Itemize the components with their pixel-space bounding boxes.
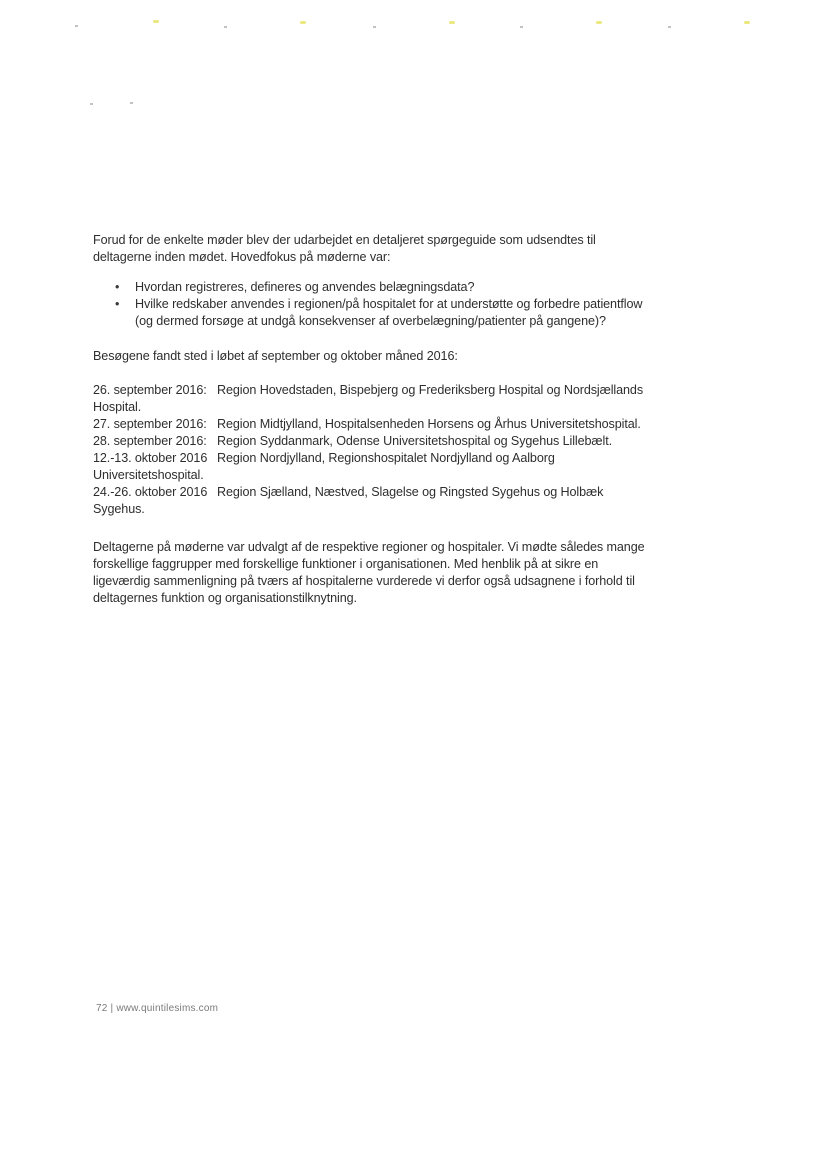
scan-dot [596,21,602,24]
footer-separator: | [110,1003,114,1014]
visit-text: Region Nordjylland, Regionshospitalet Nordjylland og Aalborg Universitetshospital. [93,451,555,482]
footer-website: www.quintilesims.com [116,1003,219,1014]
document-body [93,232,653,607]
intro-paragraph: Forud for de enkelte møder blev der udarbejdet en detaljeret spørgeguide som udsendtes til deltagerne inden mødet. Hovedfokus på møderne var: [93,233,596,264]
visit-date: 28. september 2016: [93,434,207,448]
scan-speck [130,102,133,104]
visits-intro: Besøgene fandt sted i løbet af september og oktober måned 2016: [93,349,458,363]
scan-dot [744,21,750,24]
focus-list [93,279,653,330]
visit-date: 26. september 2016: [93,383,207,397]
visit-date: 24.-26. oktober 2016 [93,485,208,499]
scan-speck [668,26,671,28]
visit-text: Region Syddanmark, Odense Universitetshospital og Sygehus Lillebælt. [217,434,613,448]
visit-list [93,382,653,518]
visit-text: Region Sjælland, Næstved, Slagelse og Ringsted Sygehus og Holbæk Sygehus. [93,485,604,516]
visit-entry [93,484,653,518]
scan-speck [75,25,78,27]
scan-speck [90,103,93,105]
visit-entry [93,433,653,450]
scan-artifacts [0,0,828,120]
focus-item: • Hvilke redskaber anvendes i regionen/på hospitalet for at understøtte og forbedre patientflow (og dermed forsøge at undgå konsekvenser af overbelægning/patienter på gangene)? [115,296,653,330]
visit-entry [93,450,653,484]
closing-paragraph: Deltagerne på møderne var udvalgt af de respektive regioner og hospitaler. Vi mødte således mange forskellige faggrupper med forskellige funktioner i organisationen. Med henblik på at sikre en ligeværdig sammenligning på tværs af hospitalerne vurderede vi derfor også udsagnene i forhold til deltagernes funktion og organisationstilknytning. [93,540,645,605]
scan-dot [300,21,306,24]
visit-date: 12.-13. oktober 2016 [93,451,208,465]
page-footer [96,1003,218,1014]
scan-speck [520,26,523,28]
scan-dot [449,21,455,24]
scan-speck [224,26,227,28]
visit-entry [93,382,653,416]
focus-item: • Hvordan registreres, defineres og anvendes belægningsdata? [115,279,653,296]
visit-text: Region Midtjylland, Hospitalsenheden Horsens og Århus Universitetshospital. [217,417,641,431]
scan-dot [153,20,159,23]
visit-date: 27. september 2016: [93,417,207,431]
visit-entry [93,416,653,433]
visit-text: Region Hovedstaden, Bispebjerg og Frederiksberg Hospital og Nordsjællands Hospital. [93,383,644,414]
scan-speck [373,26,376,28]
page-number: 72 [96,1003,108,1014]
